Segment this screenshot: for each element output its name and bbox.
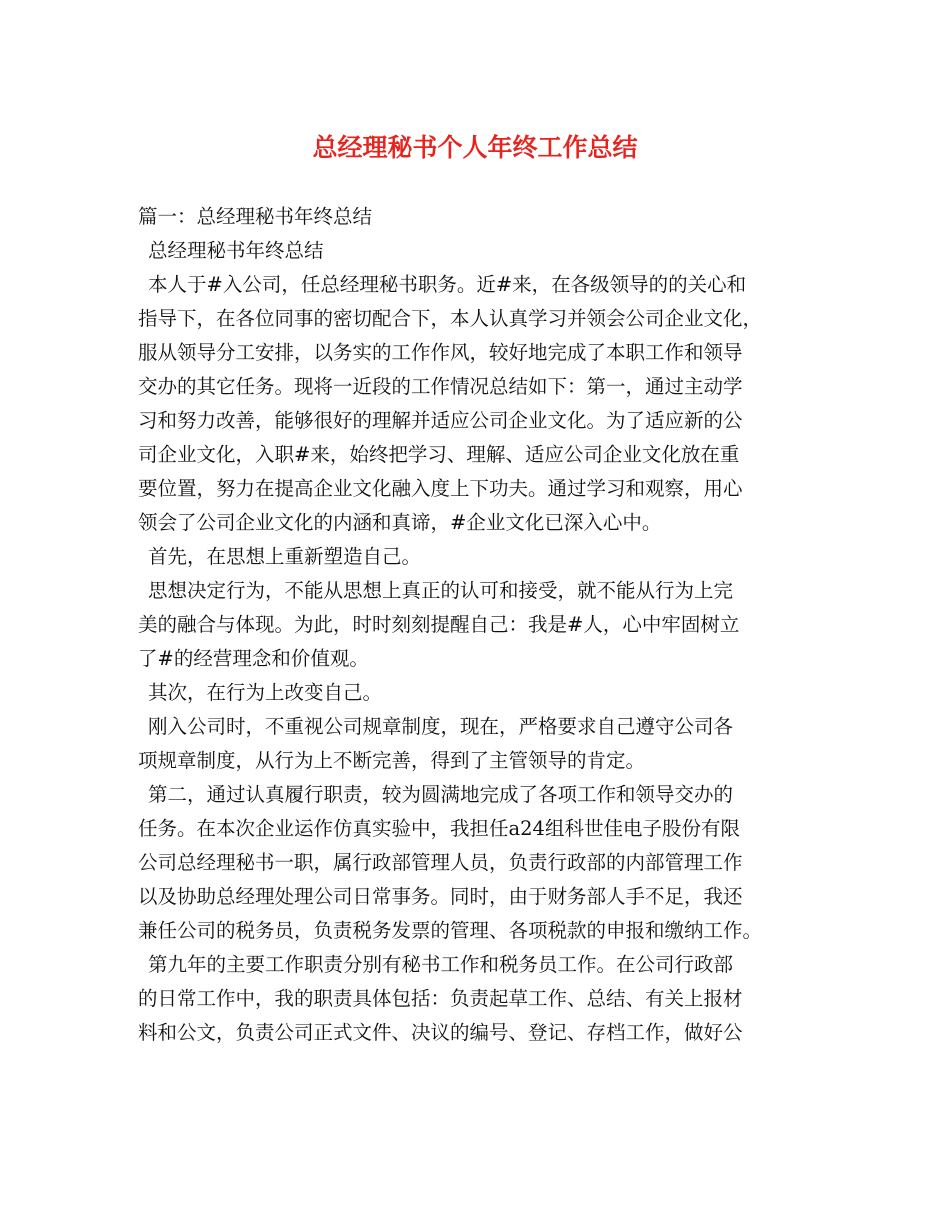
text-line: 习和努力改善，能够很好的理解并适应公司企业文化。为了适应新的公 xyxy=(138,409,743,432)
text-line: 任务。在本次企业运作仿真实验中，我担任a24组科世佳电子股份有限 xyxy=(138,817,740,840)
text-line: 服从领导分工安排，以务实的工作作风，较好地完成了本职工作和领导 xyxy=(138,341,743,364)
text-line: 总经理秘书年终总结 xyxy=(148,239,324,262)
text-line: 领会了公司企业文化的内涵和真谛，#企业文化已深入心中。 xyxy=(138,511,662,534)
text-line: 篇一：总经理秘书年终总结 xyxy=(138,205,373,228)
text-line: 公司总经理秘书一职，属行政部管理人员，负责行政部的内部管理工作 xyxy=(138,851,743,874)
text-line: 了#的经营理念和价值观。 xyxy=(138,647,369,670)
text-line: 本人于#入公司，任总经理秘书职务。近#来，在各级领导的的关心和 xyxy=(148,273,747,296)
text-line: 项规章制度，从行为上不断完善，得到了主管领导的肯定。 xyxy=(138,749,646,772)
text-line: 美的融合与体现。为此，时时刻刻提醒自己：我是#人，心中牢固树立 xyxy=(138,613,740,636)
text-line: 料和公文，负责公司正式文件、决议的编号、登记、存档工作，做好公 xyxy=(138,1021,743,1044)
text-line: 兼任公司的税务员，负责税务发票的管理、各项税款的申报和缴纳工作。 xyxy=(138,919,763,942)
text-line: 的日常工作中，我的职责具体包括：负责起草工作、总结、有关上报材 xyxy=(138,987,743,1010)
document-title: 总经理秘书个人年终工作总结 xyxy=(312,133,638,162)
text-line: 第二，通过认真履行职责，较为圆满地完成了各项工作和领导交办的 xyxy=(148,783,734,806)
text-line: 以及协助总经理处理公司日常事务。同时，由于财务部人手不足，我还 xyxy=(138,885,743,908)
text-line: 刚入公司时，不重视公司规章制度，现在，严格要求自己遵守公司各 xyxy=(148,715,734,738)
text-line: 要位置，努力在提高企业文化融入度上下功夫。通过学习和观察，用心 xyxy=(138,477,743,500)
text-line: 第九年的主要工作职责分别有秘书工作和税务员工作。在公司行政部 xyxy=(148,953,734,976)
text-line: 交办的其它任务。现将一近段的工作情况总结如下：第一，通过主动学 xyxy=(138,375,743,398)
text-line: 司企业文化，入职#来，始终把学习、理解、适应公司企业文化放在重 xyxy=(138,443,740,466)
document-body xyxy=(138,200,818,1050)
text-line: 指导下，在各位同事的密切配合下，本人认真学习并领会公司企业文化， xyxy=(138,307,763,330)
text-line: 首先，在思想上重新塑造自己。 xyxy=(148,545,422,568)
text-line: 思想决定行为，不能从思想上真正的认可和接受，就不能从行为上完 xyxy=(148,579,734,602)
text-line: 其次，在行为上改变自己。 xyxy=(148,681,383,704)
